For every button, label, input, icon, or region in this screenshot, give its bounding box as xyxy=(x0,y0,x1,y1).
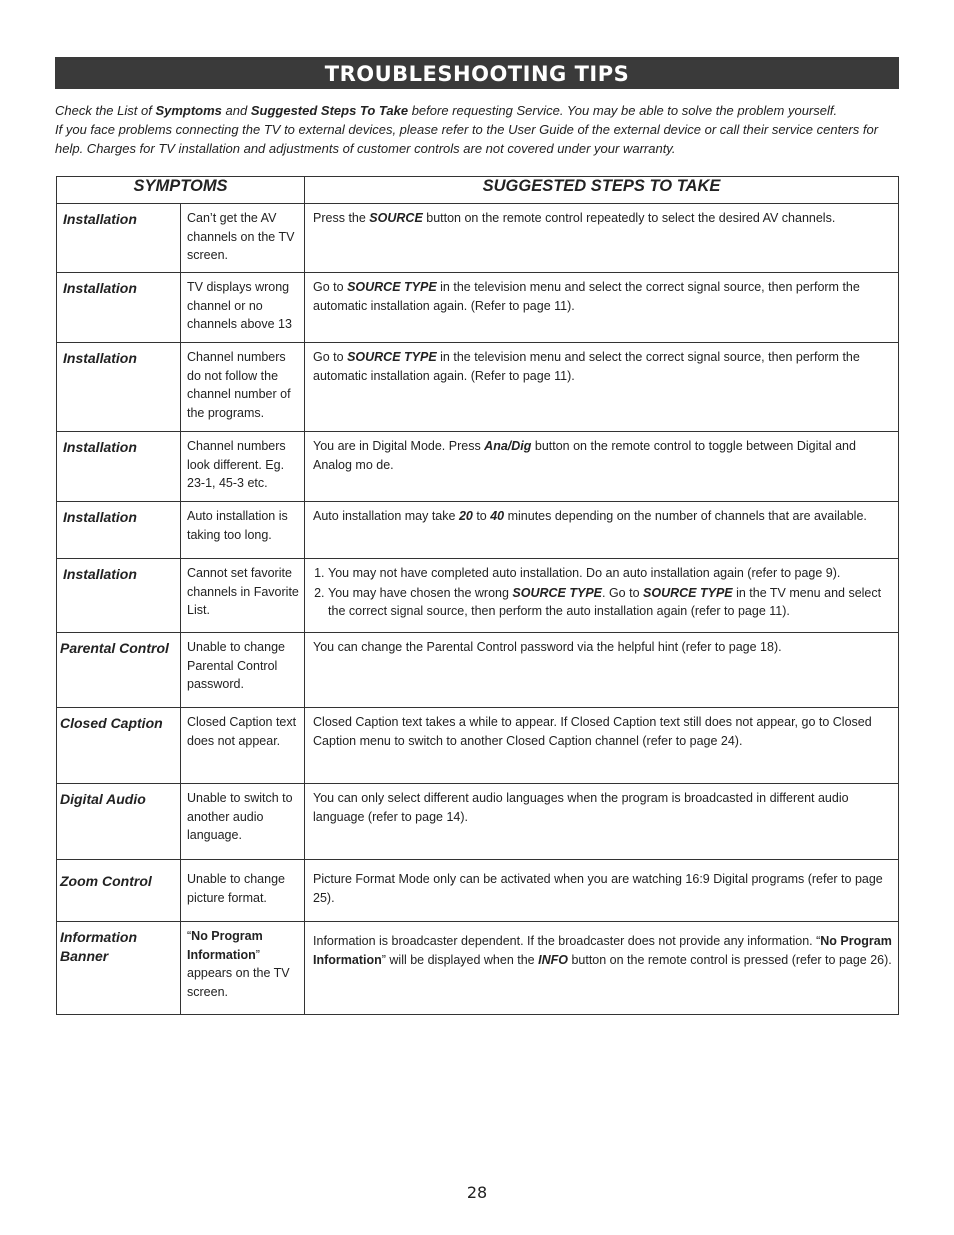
symptom-description: Unable to change Parental Control password. xyxy=(181,633,305,708)
table-row xyxy=(57,204,899,273)
symptom-description: Channel numbers look different. Eg. 23-1, 45-3 etc. xyxy=(181,432,305,502)
table-row xyxy=(57,784,899,860)
symptoms-header: SYMPTOMS xyxy=(57,177,305,204)
symptom-category: Installation xyxy=(57,343,181,432)
list-item xyxy=(328,584,896,621)
table-row xyxy=(57,860,899,922)
symptom-description: Auto installation is taking too long. xyxy=(181,502,305,559)
suggested-step: Closed Caption text takes a while to appear. If Closed Caption text still does not appear, go to Closed Caption menu to switch to another Closed Caption channel (refer to page 24). xyxy=(305,708,899,784)
intro-symptoms-word: Symptoms xyxy=(155,103,222,118)
step-text: button on the remote control to toggle between Digital and Analog mo de. xyxy=(313,439,856,472)
symptom-category: Parental Control xyxy=(57,633,181,708)
step-text: Go to xyxy=(313,280,348,294)
table-row xyxy=(57,708,899,784)
suggested-step xyxy=(305,343,899,432)
symptom-category: Installation xyxy=(57,502,181,559)
symptom-description: Closed Caption text does not appear. xyxy=(181,708,305,784)
step-keyword: SOURCE TYPE xyxy=(643,585,733,600)
page-number: 28 xyxy=(466,1183,488,1202)
table-row xyxy=(57,633,899,708)
suggested-step xyxy=(305,502,899,559)
suggested-step xyxy=(305,273,899,343)
symptom-category: Zoom Control xyxy=(57,860,181,922)
symptom-category: Installation xyxy=(57,204,181,273)
numbered-steps xyxy=(313,564,896,621)
steps-header: SUGGESTED STEPS TO TAKE xyxy=(305,177,899,204)
step-keyword: 40 xyxy=(490,509,505,523)
step-text: in the television menu and select the correct signal source, then perform the automatic installation again. (Refer to page 11). xyxy=(313,280,860,313)
intro-text: Check the List of xyxy=(55,103,156,118)
table-row xyxy=(57,559,899,633)
symptom-description: Unable to switch to another audio language. xyxy=(181,784,305,860)
suggested-step: You can change the Parental Control password via the helpful hint (refer to page 18). xyxy=(305,633,899,708)
symptom-description: Unable to change picture format. xyxy=(181,860,305,922)
intro-line-1 xyxy=(55,101,899,120)
symptom-description: Channel numbers do not follow the channel number of the programs. xyxy=(181,343,305,432)
symptom-description: TV displays wrong channel or no channels above 13 xyxy=(181,273,305,343)
step-keyword: SOURCE TYPE xyxy=(347,280,437,294)
symptom-description: Can’t get the AV channels on the TV screen. xyxy=(181,204,305,273)
symptom-keyword: No Program Information xyxy=(187,929,263,962)
step-text: . Go to xyxy=(602,585,644,600)
step-keyword: Ana/Dig xyxy=(484,439,532,453)
step-text: ” will be displayed when the xyxy=(381,952,539,967)
step-keyword: 20 xyxy=(458,509,473,523)
list-item: 1. You may not have completed auto installation. Do an auto installation again (refer to page 9). xyxy=(328,564,896,583)
intro-paragraph xyxy=(55,101,899,158)
page-title: TROUBLESHOOTING TIPS xyxy=(55,57,899,89)
table-row xyxy=(57,273,899,343)
suggested-step: You can only select different audio languages when the program is broadcasted in different audio language (refer to page 14). xyxy=(305,784,899,860)
symptom-category: Digital Audio xyxy=(57,784,181,860)
symptom-category: Closed Caption xyxy=(57,708,181,784)
intro-line-2: If you face problems connecting the TV to external devices, please refer to the User Guide of the external device or call their service centers for help. Charges for TV installation and adjustments of customer controls are not covered under your warranty. xyxy=(55,122,879,156)
intro-text: before requesting Service. You may be able to solve the problem yourself. xyxy=(408,103,838,118)
troubleshooting-table xyxy=(56,176,899,1015)
symptom-text: “ xyxy=(187,929,192,943)
step-text: in the television menu and select the correct signal source, then perform the automatic installation again. (Refer to page 11). xyxy=(313,350,860,383)
step-text: You are in Digital Mode. Press xyxy=(313,439,485,453)
suggested-step xyxy=(305,432,899,502)
intro-steps-word: Suggested Steps To Take xyxy=(250,103,409,118)
step-text: in the TV menu and select the correct signal source, then perform the auto installation again (refer to page 11). xyxy=(328,585,882,618)
step-keyword: INFO xyxy=(538,952,568,967)
step-text: to xyxy=(472,509,491,523)
suggested-step xyxy=(305,204,899,273)
step-text: Auto installation may take xyxy=(313,509,459,523)
step-keyword: SOURCE xyxy=(369,211,423,225)
suggested-step: Picture Format Mode only can be activated when you are watching 16:9 Digital programs (refer to page 25). xyxy=(305,860,899,922)
symptom-description xyxy=(181,922,305,1015)
symptom-category: Information Banner xyxy=(57,922,181,1015)
intro-text: and xyxy=(221,103,251,118)
step-text: button on the remote control is pressed (refer to page 26). xyxy=(567,952,892,967)
step-keyword: SOURCE TYPE xyxy=(347,350,437,364)
suggested-step xyxy=(305,922,899,1015)
step-text: button on the remote control repeatedly to select the desired AV channels. xyxy=(422,211,836,225)
suggested-step xyxy=(305,559,899,633)
step-keyword: SOURCE TYPE xyxy=(512,585,603,600)
table-row xyxy=(57,502,899,559)
step-keyword: No Program Information xyxy=(313,934,892,967)
table-row xyxy=(57,922,899,1015)
table-header-row xyxy=(57,177,899,204)
symptom-category: Installation xyxy=(57,273,181,343)
table-row xyxy=(57,432,899,502)
step-text: Press the xyxy=(313,211,370,225)
symptom-category: Installation xyxy=(57,559,181,633)
symptom-category: Installation xyxy=(57,432,181,502)
table-row xyxy=(57,343,899,432)
step-text: Information is broadcaster dependent. If the broadcaster does not provide any information. “ xyxy=(313,934,821,948)
step-text: You may have chosen the wrong xyxy=(328,585,513,600)
symptom-text: ” appears on the TV screen. xyxy=(187,947,290,999)
symptom-description: Cannot set favorite channels in Favorite List. xyxy=(181,559,305,633)
step-text: minutes depending on the number of channels that are available. xyxy=(504,509,867,523)
step-text: Go to xyxy=(313,350,348,364)
